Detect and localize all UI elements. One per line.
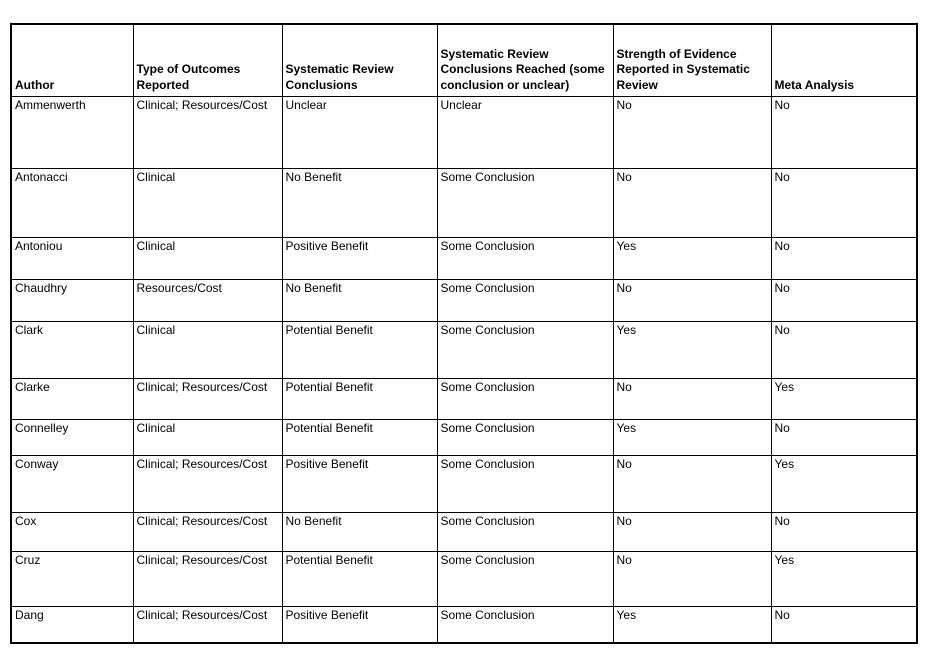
cell-strength_evidence: No — [613, 168, 771, 237]
cell-strength_evidence: No — [613, 551, 771, 606]
column-header-conclusions_reached: Systematic Review Conclusions Reached (some conclusion or unclear) — [437, 24, 613, 96]
cell-sr_conclusions: No Benefit — [282, 168, 437, 237]
cell-sr_conclusions: Positive Benefit — [282, 237, 437, 279]
cell-meta_analysis: No — [771, 512, 917, 551]
cell-outcomes: Clinical — [133, 321, 282, 378]
column-header-outcomes: Type of Outcomes Reported — [133, 24, 282, 96]
cell-outcomes: Clinical; Resources/Cost — [133, 606, 282, 643]
cell-meta_analysis: Yes — [771, 455, 917, 512]
cell-strength_evidence: No — [613, 96, 771, 168]
table-row-antonacci — [11, 168, 917, 237]
cell-outcomes: Clinical — [133, 237, 282, 279]
cell-outcomes: Clinical; Resources/Cost — [133, 455, 282, 512]
cell-outcomes: Clinical — [133, 419, 282, 455]
cell-conclusions_reached: Some Conclusion — [437, 419, 613, 455]
table-row-dang — [11, 606, 917, 643]
column-header-sr_conclusions: Systematic Review Conclusions — [282, 24, 437, 96]
cell-conclusions_reached: Some Conclusion — [437, 378, 613, 419]
table-row-cox — [11, 512, 917, 551]
column-header-author: Author — [11, 24, 133, 96]
cell-conclusions_reached: Some Conclusion — [437, 512, 613, 551]
cell-sr_conclusions: Potential Benefit — [282, 321, 437, 378]
cell-outcomes: Clinical; Resources/Cost — [133, 96, 282, 168]
cell-author: Antonacci — [11, 168, 133, 237]
table-row-connelley — [11, 419, 917, 455]
cell-meta_analysis: Yes — [771, 378, 917, 419]
cell-conclusions_reached: Some Conclusion — [437, 168, 613, 237]
cell-strength_evidence: No — [613, 279, 771, 321]
cell-author: Cruz — [11, 551, 133, 606]
cell-author: Chaudhry — [11, 279, 133, 321]
cell-conclusions_reached: Some Conclusion — [437, 321, 613, 378]
column-header-strength_evidence: Strength of Evidence Reported in Systematic Review — [613, 24, 771, 96]
cell-sr_conclusions: Potential Benefit — [282, 551, 437, 606]
cell-author: Clarke — [11, 378, 133, 419]
cell-sr_conclusions: Potential Benefit — [282, 419, 437, 455]
cell-strength_evidence: Yes — [613, 321, 771, 378]
cell-sr_conclusions: Potential Benefit — [282, 378, 437, 419]
cell-meta_analysis: No — [771, 419, 917, 455]
cell-sr_conclusions: No Benefit — [282, 512, 437, 551]
cell-author: Antoniou — [11, 237, 133, 279]
cell-author: Clark — [11, 321, 133, 378]
systematic-review-table — [10, 23, 918, 644]
table-header — [11, 24, 917, 96]
cell-meta_analysis: No — [771, 279, 917, 321]
cell-meta_analysis: No — [771, 168, 917, 237]
table-row-ammenwerth — [11, 96, 917, 168]
cell-sr_conclusions: Unclear — [282, 96, 437, 168]
cell-sr_conclusions: Positive Benefit — [282, 606, 437, 643]
column-header-meta_analysis: Meta Analysis — [771, 24, 917, 96]
cell-author: Ammenwerth — [11, 96, 133, 168]
cell-outcomes: Clinical; Resources/Cost — [133, 378, 282, 419]
cell-author: Conway — [11, 455, 133, 512]
table-row-antoniou — [11, 237, 917, 279]
cell-author: Dang — [11, 606, 133, 643]
table-row-clarke — [11, 378, 917, 419]
cell-outcomes: Clinical; Resources/Cost — [133, 551, 282, 606]
table-row-chaudhry — [11, 279, 917, 321]
cell-strength_evidence: No — [613, 512, 771, 551]
cell-meta_analysis: No — [771, 606, 917, 643]
cell-conclusions_reached: Some Conclusion — [437, 237, 613, 279]
cell-sr_conclusions: Positive Benefit — [282, 455, 437, 512]
cell-meta_analysis: No — [771, 321, 917, 378]
cell-conclusions_reached: Some Conclusion — [437, 279, 613, 321]
cell-meta_analysis: No — [771, 96, 917, 168]
cell-meta_analysis: Yes — [771, 551, 917, 606]
cell-sr_conclusions: No Benefit — [282, 279, 437, 321]
cell-strength_evidence: Yes — [613, 606, 771, 643]
cell-author: Connelley — [11, 419, 133, 455]
cell-meta_analysis: No — [771, 237, 917, 279]
cell-strength_evidence: Yes — [613, 419, 771, 455]
cell-outcomes: Clinical; Resources/Cost — [133, 512, 282, 551]
table-row-clark — [11, 321, 917, 378]
cell-conclusions_reached: Some Conclusion — [437, 606, 613, 643]
cell-strength_evidence: No — [613, 378, 771, 419]
cell-outcomes: Clinical — [133, 168, 282, 237]
cell-conclusions_reached: Some Conclusion — [437, 455, 613, 512]
cell-author: Cox — [11, 512, 133, 551]
table-row-conway — [11, 455, 917, 512]
table-body — [11, 96, 917, 643]
cell-conclusions_reached: Unclear — [437, 96, 613, 168]
cell-conclusions_reached: Some Conclusion — [437, 551, 613, 606]
cell-outcomes: Resources/Cost — [133, 279, 282, 321]
table-row-cruz — [11, 551, 917, 606]
cell-strength_evidence: No — [613, 455, 771, 512]
header-row — [11, 24, 917, 96]
cell-strength_evidence: Yes — [613, 237, 771, 279]
